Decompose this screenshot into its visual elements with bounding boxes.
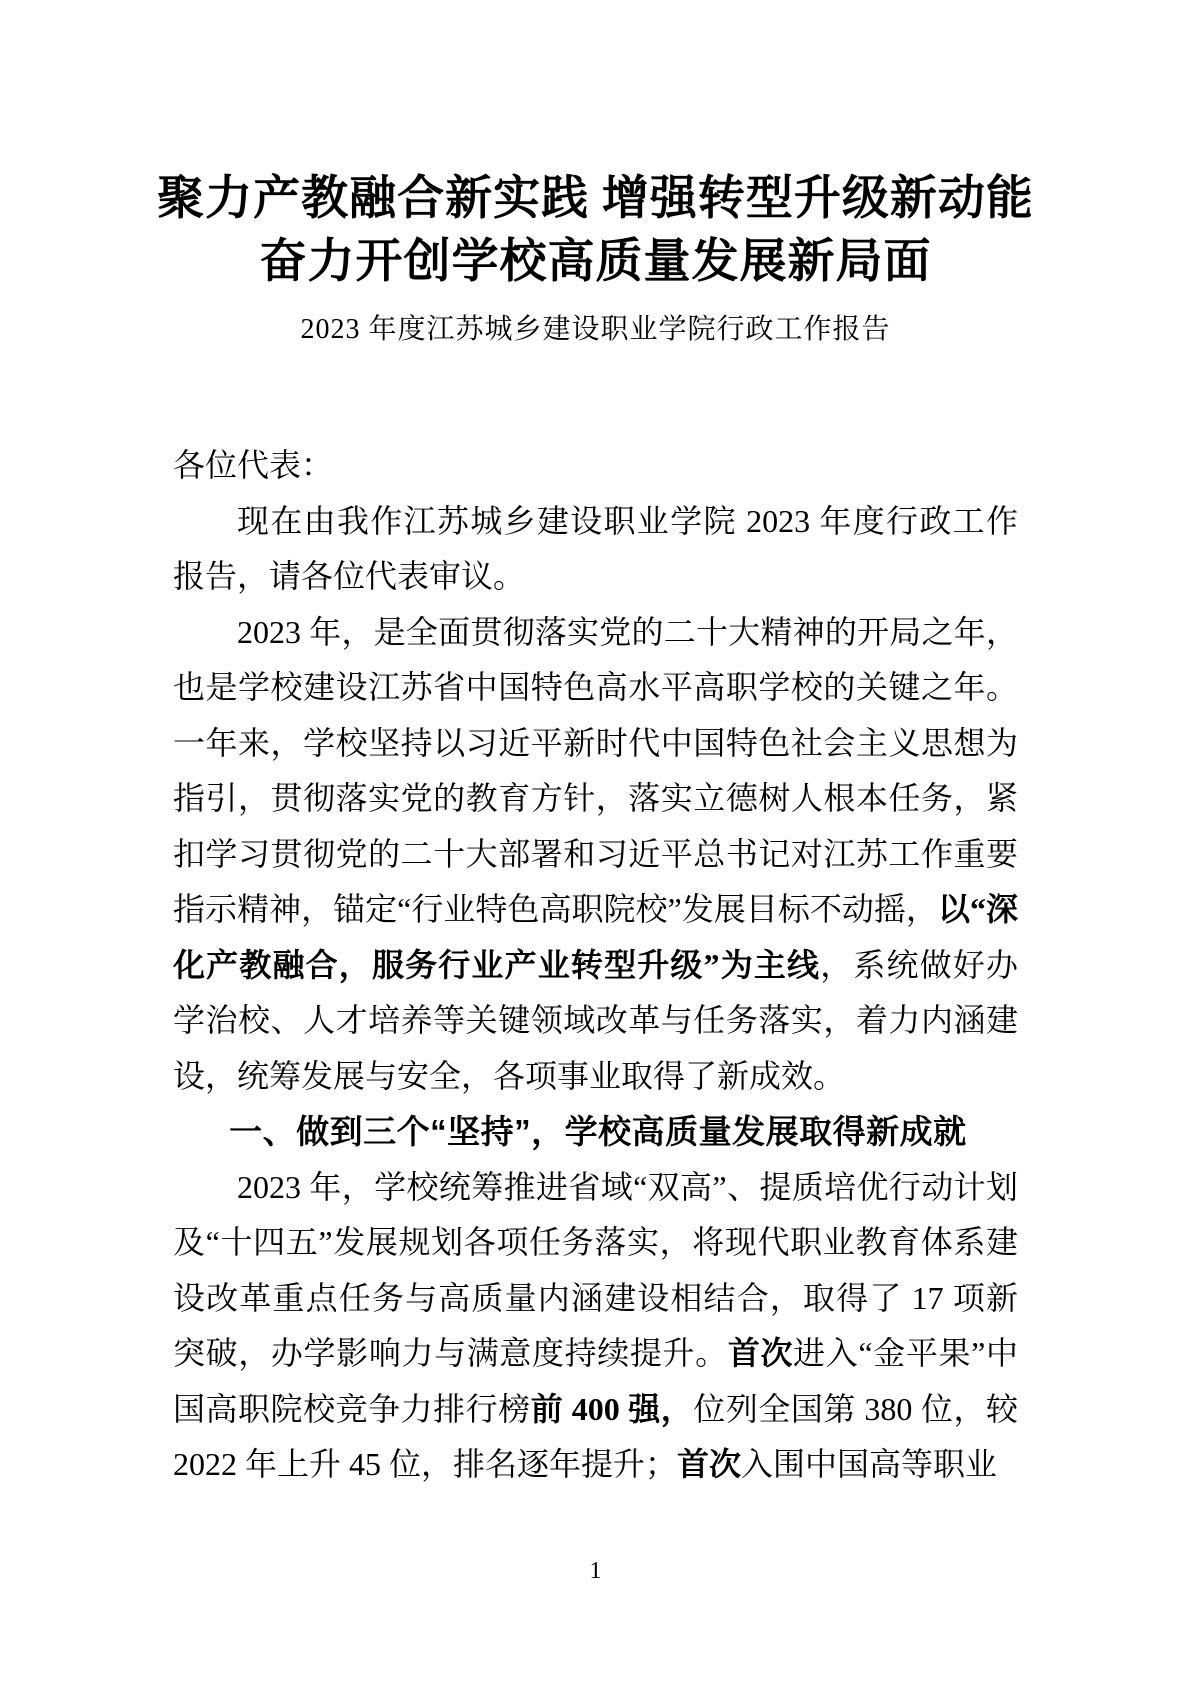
salutation-line: 各位代表： [173,447,334,483]
document-title [0,0,1191,294]
achievements-run-normal-4: 入围中国高等职业 [741,1446,998,1482]
achievements-run-bold-2: 前 400 强， [530,1390,694,1427]
page-number: 1 [589,1558,602,1584]
overview-run-normal-2: ，系统做好办学治校、人才培养等关键领域改革与任务落实，着力内涵建设，统筹发展与安全，各项事业取得了新成效。 [173,946,1018,1094]
achievements-run-normal-2: 进入“金平果”中国高职院校竞争力排行榜 [173,1335,1018,1427]
achievements-run-bold-3: 首次 [677,1446,742,1482]
paragraph-intro: 现在由我作江苏城乡建设职业学院 2023 年度行政工作报告，请各位代表审议。 [173,502,1018,594]
paragraph-achievements [173,1160,1018,1493]
achievements-run-normal-3: 位列全国第 380 位，较 2022 年上升 45 位，排名逐年提升； [173,1390,1018,1482]
achievements-run-bold-1: 首次 [727,1335,794,1371]
paragraph-overview [173,605,1018,1105]
title-line-2: 奋力开创学校高质量发展新局面 [259,236,932,288]
title-line-1: 聚力产教融合新实践 增强转型升级新动能 [157,173,1034,225]
achievements-run-normal-1: 2023 年，学校统筹推进省域“双高”、提质培优行动计划及“十四五”发展规划各项任务落实，将现代职业教育体系建设改革重点任务与高质量内涵建设相结合，取得了 17 项新突破，办学影响力与满意度持续提升。 [173,1168,1018,1371]
overview-run-bold: 以“深化产教融合，服务行业产业转型升级”为主线 [173,891,1018,983]
section-heading-1: 一、做到三个“坚持”，学校高质量发展取得新成就 [229,1113,967,1150]
document-body [173,438,1018,1493]
document-subtitle: 2023 年度江苏城乡建设职业学院行政工作报告 [300,314,891,345]
overview-run-normal-1: 2023 年，是全面贯彻落实党的二十大精神的开局之年，也是学校建设江苏省中国特色高水平高职学校的关键之年。一年来，学校坚持以习近平新时代中国特色社会主义思想为指引，贯彻落实党的教育方针，落实立德树人根本任务，紧扣学习贯彻党的二十大部署和习近平总书记对江苏工作重要指示精神，锚定“行业特色高职院校”发展目标不动摇， [173,613,1018,927]
